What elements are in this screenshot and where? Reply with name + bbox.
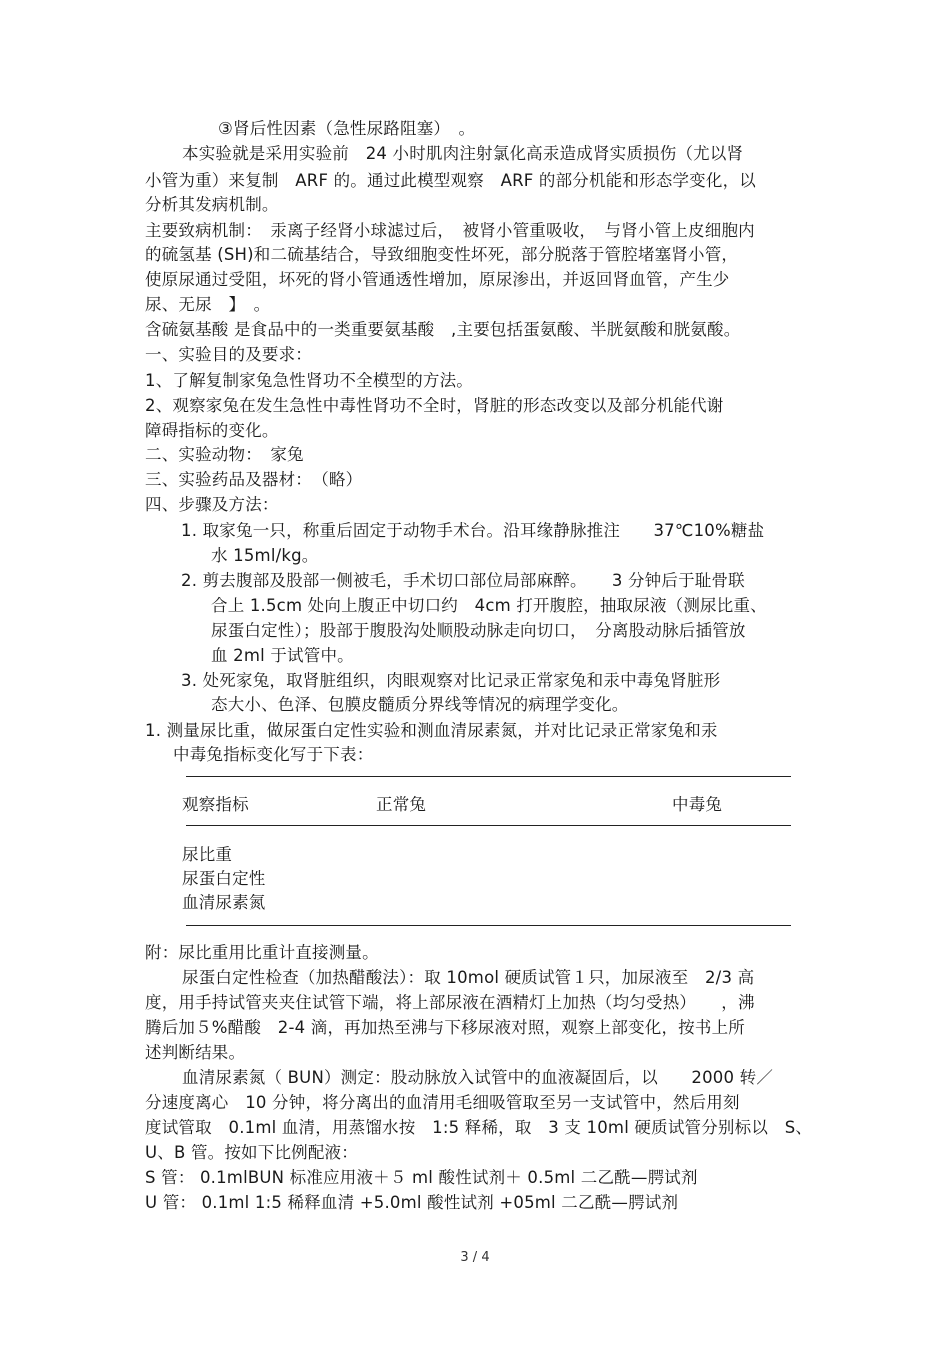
formula-line-u: U 管： 0.1ml 1:5 稀释血清 +5.0ml 酸性试剂 +05ml 二乙酰—腭试剂 <box>145 1193 679 1212</box>
text-line: 尿、无尿 】 。 <box>145 295 271 314</box>
step-item: 3. 处死家兔，取肾脏组织，肉眼观察对比记录正常家兔和汞中毒兔肾脏形 <box>181 671 721 690</box>
text-line: 述判断结果。 <box>145 1043 246 1062</box>
step-item: 1. 取家兔一只，称重后固定于动物手术台。沿耳缘静脉推注 37℃10%糖盐 <box>181 521 765 540</box>
text-line: 本实验就是采用实验前 24 小时肌肉注射氯化高汞造成肾实质损伤（尤以肾 <box>182 144 744 163</box>
text-line: 1、了解复制家兔急性肾功不全模型的方法。 <box>145 371 473 390</box>
text-line: 含硫氨基酸 是食品中的一类重要氨基酸 ,主要包括蛋氨酸、半胱氨酸和胱氨酸。 <box>145 320 741 339</box>
text-line: 态大小、色泽、包膜皮髓质分界线等情况的病理学变化。 <box>211 695 629 714</box>
page-number: 3 / 4 <box>460 1250 490 1265</box>
text-line: 的硫氢基 (SH)和二硫基结合，导致细胞变性坏死，部分脱落于管腔堵塞肾小管， <box>145 245 739 264</box>
text-line: 使原尿通过受阻，坏死的肾小管通透性增加，原尿渗出，并返回肾血管，产生少 <box>145 270 730 289</box>
text-line: 小管为重）来复制 ARF 的。通过此模型观察 ARF 的部分机能和形态学变化，以 <box>145 171 756 190</box>
text-line: 度试管取 0.1ml 血清，用蒸馏水按 1:5 释稀，取 3 支 10ml 硬质试管分别标以 S、 <box>145 1118 813 1137</box>
section-heading: 四、步骤及方法： <box>145 495 279 514</box>
table-header-normal: 正常兔 <box>376 795 427 814</box>
section-heading: 三、实验药品及器材： （略） <box>145 470 363 489</box>
table-row-label: 尿比重 <box>182 845 233 864</box>
table-row-label: 血清尿素氮 <box>182 893 266 912</box>
text-line: 合上 1.5cm 处向上腹正中切口约 4cm 打开腹腔，抽取尿液（测尿比重、 <box>211 596 767 615</box>
table-header-indicator: 观察指标 <box>182 795 249 814</box>
text-line: 中毒兔指标变化写于下表： <box>173 745 374 764</box>
table-bottom-rule <box>186 925 791 926</box>
table-top-rule <box>186 776 791 777</box>
text-line: 分速度离心 10 分钟，将分离出的血清用毛细吸管取至另一支试管中，然后用刻 <box>145 1093 740 1112</box>
table-header-poisoned: 中毒兔 <box>672 795 723 814</box>
step-item: 2. 剪去腹部及股部一侧被毛，手术切口部位局部麻醉。 3 分钟后于耻骨联 <box>181 571 745 590</box>
text-line: 2、观察家兔在发生急性中毒性肾功不全时，肾脏的形态改变以及部分机能代谢 <box>145 396 724 415</box>
text-line: 水 15ml/kg。 <box>211 546 319 565</box>
section-heading: 二、实验动物： 家兔 <box>145 445 304 464</box>
text-line: 血 2ml 于试管中。 <box>211 646 354 665</box>
text-line: U、B 管。按如下比例配液： <box>145 1143 358 1162</box>
step-item: 1. 测量尿比重，做尿蛋白定性实验和测血清尿素氮，并对比记录正常家兔和汞 <box>145 721 718 740</box>
table-row-label: 尿蛋白定性 <box>182 869 266 888</box>
text-line: 腾后加５%醋酸 2-4 滴，再加热至沸与下移尿液对照，观察上部变化，按书上所 <box>145 1018 745 1037</box>
table-header-rule <box>186 825 791 826</box>
text-line: 度，用手持试管夹夹住试管下端，将上部尿液在酒精灯上加热（均匀受热） ，沸 <box>145 993 755 1012</box>
text-line: 尿蛋白定性）；股部于腹股沟处顺股动脉走向切口， 分离股动脉后插管放 <box>211 621 746 640</box>
text-line: 障碍指标的变化。 <box>145 421 279 440</box>
section-heading: 一、实验目的及要求： <box>145 345 312 364</box>
text-line: 尿蛋白定性检查（加热醋酸法）：取 10mol 硬质试管１只，加尿液至 2/3 高 <box>182 968 755 987</box>
text-line: ③肾后性因素（急性尿路阻塞） 。 <box>218 119 476 138</box>
text-line: 主要致病机制： 汞离子经肾小球滤过后， 被肾小管重吸收， 与肾小管上皮细胞内 <box>145 221 755 240</box>
formula-line-s: S 管： 0.1mlBUN 标准应用液＋５ ml 酸性试剂＋ 0.5ml 二乙酰—腭试剂 <box>145 1168 698 1187</box>
text-line: 附：尿比重用比重计直接测量。 <box>145 943 379 962</box>
text-line: 分析其发病机制。 <box>145 195 279 214</box>
text-line: 血清尿素氮（ BUN）测定：股动脉放入试管中的血液凝固后，以 2000 转／ <box>182 1068 774 1087</box>
